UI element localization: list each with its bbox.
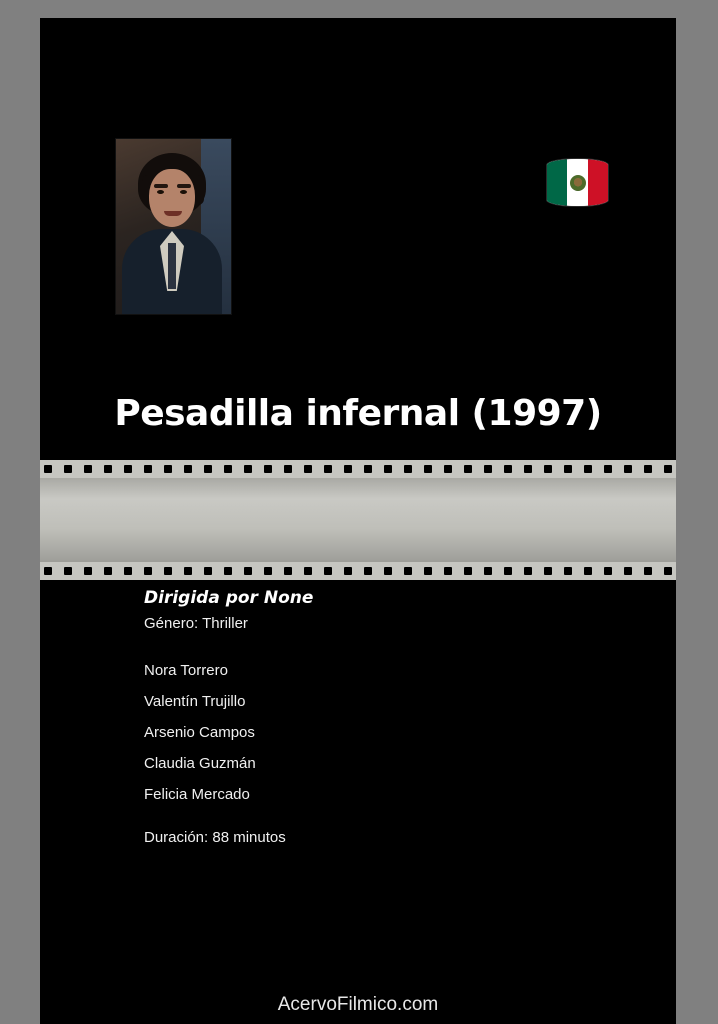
page-title: Pesadilla infernal (1997) <box>114 393 602 434</box>
perforation <box>104 567 112 575</box>
perforation <box>64 567 72 575</box>
portrait-brow-right <box>177 184 191 188</box>
portrait-tie <box>168 243 176 289</box>
perforation <box>664 567 672 575</box>
perforation <box>664 465 672 473</box>
perforation <box>344 465 352 473</box>
film-strip-divider <box>40 460 676 580</box>
perforation <box>284 567 292 575</box>
poster-top-panel <box>40 18 676 460</box>
perforation <box>264 567 272 575</box>
perforation <box>424 567 432 575</box>
perforation <box>364 567 372 575</box>
perforation <box>224 567 232 575</box>
perforation <box>524 465 532 473</box>
perforation <box>204 465 212 473</box>
flag-eagle-emblem <box>570 175 586 191</box>
perforation <box>304 465 312 473</box>
film-strip-band <box>40 478 676 562</box>
portrait-eye-left <box>157 190 164 194</box>
movie-poster <box>40 18 676 1024</box>
perforation <box>164 465 172 473</box>
perforation <box>84 567 92 575</box>
director-line: Dirigida por None <box>144 588 314 608</box>
perforation <box>584 567 592 575</box>
perforation <box>484 465 492 473</box>
perforation <box>464 567 472 575</box>
perforation <box>364 465 372 473</box>
perforation <box>404 567 412 575</box>
perforation <box>424 465 432 473</box>
perforation <box>604 567 612 575</box>
list-item: Valentín Trujillo <box>144 693 246 710</box>
perforation <box>444 465 452 473</box>
perforation <box>564 567 572 575</box>
perforation <box>644 567 652 575</box>
actor-portrait <box>115 138 232 315</box>
perforation <box>384 567 392 575</box>
perforation <box>504 465 512 473</box>
perforation <box>64 465 72 473</box>
list-item: Claudia Guzmán <box>144 755 256 772</box>
perforation <box>284 465 292 473</box>
perforation <box>104 465 112 473</box>
credits-block <box>144 588 313 846</box>
perforation <box>644 465 652 473</box>
list-item: Nora Torrero <box>144 662 228 679</box>
genre-line: Género: Thriller <box>144 615 248 632</box>
portrait-eye-right <box>180 190 187 194</box>
perforation <box>44 465 52 473</box>
portrait-brow-left <box>154 184 168 188</box>
perforation <box>144 465 152 473</box>
perforation <box>544 465 552 473</box>
flag-red-band <box>588 159 608 206</box>
perforation <box>524 567 532 575</box>
perforation <box>244 567 252 575</box>
portrait-mouth <box>164 211 182 216</box>
perforation <box>464 465 472 473</box>
perforation <box>324 567 332 575</box>
perforation <box>44 567 52 575</box>
perforation <box>344 567 352 575</box>
perforation <box>584 465 592 473</box>
perforation <box>204 567 212 575</box>
perforation <box>604 465 612 473</box>
duration-line: Duración: 88 minutos <box>144 829 286 846</box>
perforation <box>144 567 152 575</box>
perforation <box>124 465 132 473</box>
perforation <box>504 567 512 575</box>
perforation <box>184 567 192 575</box>
portrait-face <box>149 169 195 227</box>
site-watermark: AcervoFilmico.com <box>277 994 439 1015</box>
flag-green-band <box>547 159 567 206</box>
perforation <box>324 465 332 473</box>
perforation <box>564 465 572 473</box>
perforation <box>184 465 192 473</box>
perforation <box>544 567 552 575</box>
cast-list <box>144 662 313 803</box>
perforation <box>384 465 392 473</box>
poster-bottom-panel <box>40 580 676 1024</box>
perforation <box>164 567 172 575</box>
list-item: Felicia Mercado <box>144 786 250 803</box>
film-perforations-top <box>40 460 676 478</box>
perforation <box>484 567 492 575</box>
film-perforations-bottom <box>40 562 676 580</box>
perforation <box>404 465 412 473</box>
perforation <box>264 465 272 473</box>
mexico-flag-icon <box>547 159 608 206</box>
portrait-sideburn-right <box>194 175 204 205</box>
perforation <box>624 567 632 575</box>
list-item: Arsenio Campos <box>144 724 255 741</box>
perforation <box>224 465 232 473</box>
perforation <box>444 567 452 575</box>
perforation <box>124 567 132 575</box>
perforation <box>244 465 252 473</box>
perforation <box>624 465 632 473</box>
perforation <box>304 567 312 575</box>
perforation <box>84 465 92 473</box>
